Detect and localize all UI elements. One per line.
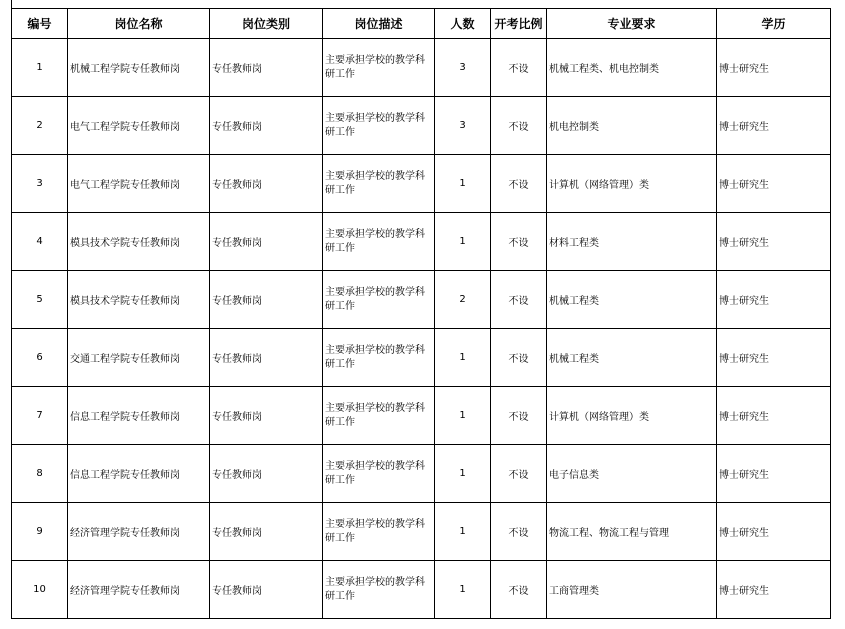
cell-education: 博士研究生: [717, 503, 831, 561]
cell-description: 主要承担学校的教学科研工作: [323, 271, 435, 329]
cell-ratio: 不设: [491, 445, 547, 503]
cell-category: 专任教师岗: [210, 97, 323, 155]
cell-education: 博士研究生: [717, 97, 831, 155]
header-description: 岗位描述: [323, 9, 435, 39]
cell-education: 博士研究生: [717, 329, 831, 387]
header-category: 岗位类别: [210, 9, 323, 39]
table-row: [12, 329, 831, 387]
cell-ratio: 不设: [491, 271, 547, 329]
header-id: 编号: [12, 9, 68, 39]
cell-ratio: 不设: [491, 213, 547, 271]
cell-ratio: 不设: [491, 387, 547, 445]
cell-name: 交通工程学院专任教师岗: [68, 329, 210, 387]
cell-major: 材料工程类: [547, 213, 717, 271]
cell-id: 3: [12, 155, 68, 213]
cell-education: 博士研究生: [717, 39, 831, 97]
cell-ratio: 不设: [491, 503, 547, 561]
cell-education: 博士研究生: [717, 271, 831, 329]
table-row: [12, 387, 831, 445]
cell-category: 专任教师岗: [210, 561, 323, 619]
cell-category: 专任教师岗: [210, 271, 323, 329]
cell-name: 电气工程学院专任教师岗: [68, 155, 210, 213]
cell-count: 3: [435, 97, 491, 155]
cell-name: 信息工程学院专任教师岗: [68, 387, 210, 445]
cell-id: 2: [12, 97, 68, 155]
table-row: [12, 213, 831, 271]
cell-name: 经济管理学院专任教师岗: [68, 503, 210, 561]
cell-name: 经济管理学院专任教师岗: [68, 561, 210, 619]
job-posting-table: [11, 8, 831, 619]
header-count: 人数: [435, 9, 491, 39]
cell-count: 1: [435, 445, 491, 503]
table-row: [12, 271, 831, 329]
cell-ratio: 不设: [491, 97, 547, 155]
table-row: [12, 155, 831, 213]
cell-major: 计算机（网络管理）类: [547, 155, 717, 213]
cell-description: 主要承担学校的教学科研工作: [323, 503, 435, 561]
cell-major: 电子信息类: [547, 445, 717, 503]
cell-description: 主要承担学校的教学科研工作: [323, 97, 435, 155]
header-ratio: 开考比例: [491, 9, 547, 39]
cell-count: 1: [435, 503, 491, 561]
cell-ratio: 不设: [491, 39, 547, 97]
cell-name: 模具技术学院专任教师岗: [68, 271, 210, 329]
cell-id: 8: [12, 445, 68, 503]
table-row: [12, 97, 831, 155]
cell-id: 4: [12, 213, 68, 271]
header-name: 岗位名称: [68, 9, 210, 39]
cell-major: 机械工程类、机电控制类: [547, 39, 717, 97]
cell-category: 专任教师岗: [210, 503, 323, 561]
cell-count: 3: [435, 39, 491, 97]
header-education: 学历: [717, 9, 831, 39]
cell-name: 电气工程学院专任教师岗: [68, 97, 210, 155]
cell-id: 5: [12, 271, 68, 329]
cell-description: 主要承担学校的教学科研工作: [323, 561, 435, 619]
cell-description: 主要承担学校的教学科研工作: [323, 155, 435, 213]
cell-id: 1: [12, 39, 68, 97]
table-row: [12, 561, 831, 619]
cell-ratio: 不设: [491, 155, 547, 213]
cell-category: 专任教师岗: [210, 39, 323, 97]
cell-ratio: 不设: [491, 561, 547, 619]
cell-ratio: 不设: [491, 329, 547, 387]
cell-description: 主要承担学校的教学科研工作: [323, 329, 435, 387]
cell-id: 9: [12, 503, 68, 561]
table-row: [12, 445, 831, 503]
cell-description: 主要承担学校的教学科研工作: [323, 387, 435, 445]
table-row: [12, 39, 831, 97]
cell-description: 主要承担学校的教学科研工作: [323, 39, 435, 97]
cell-major: 机电控制类: [547, 97, 717, 155]
cell-count: 1: [435, 387, 491, 445]
cell-major: 机械工程类: [547, 329, 717, 387]
cell-category: 专任教师岗: [210, 155, 323, 213]
cell-id: 10: [12, 561, 68, 619]
cell-id: 6: [12, 329, 68, 387]
header-major: 专业要求: [547, 9, 717, 39]
cell-category: 专任教师岗: [210, 445, 323, 503]
cell-count: 1: [435, 155, 491, 213]
cell-education: 博士研究生: [717, 213, 831, 271]
cell-name: 机械工程学院专任教师岗: [68, 39, 210, 97]
cell-education: 博士研究生: [717, 155, 831, 213]
cell-category: 专任教师岗: [210, 213, 323, 271]
table-header-row: [12, 9, 831, 39]
cell-category: 专任教师岗: [210, 387, 323, 445]
cell-major: 物流工程、物流工程与管理: [547, 503, 717, 561]
cell-id: 7: [12, 387, 68, 445]
cell-count: 1: [435, 561, 491, 619]
cell-count: 1: [435, 329, 491, 387]
cell-count: 2: [435, 271, 491, 329]
cell-count: 1: [435, 213, 491, 271]
cell-major: 机械工程类: [547, 271, 717, 329]
cell-education: 博士研究生: [717, 561, 831, 619]
cell-description: 主要承担学校的教学科研工作: [323, 213, 435, 271]
cell-major: 计算机（网络管理）类: [547, 387, 717, 445]
cell-education: 博士研究生: [717, 445, 831, 503]
cell-name: 信息工程学院专任教师岗: [68, 445, 210, 503]
cell-education: 博士研究生: [717, 387, 831, 445]
cell-category: 专任教师岗: [210, 329, 323, 387]
cell-name: 模具技术学院专任教师岗: [68, 213, 210, 271]
table-row: [12, 503, 831, 561]
cell-description: 主要承担学校的教学科研工作: [323, 445, 435, 503]
cell-major: 工商管理类: [547, 561, 717, 619]
